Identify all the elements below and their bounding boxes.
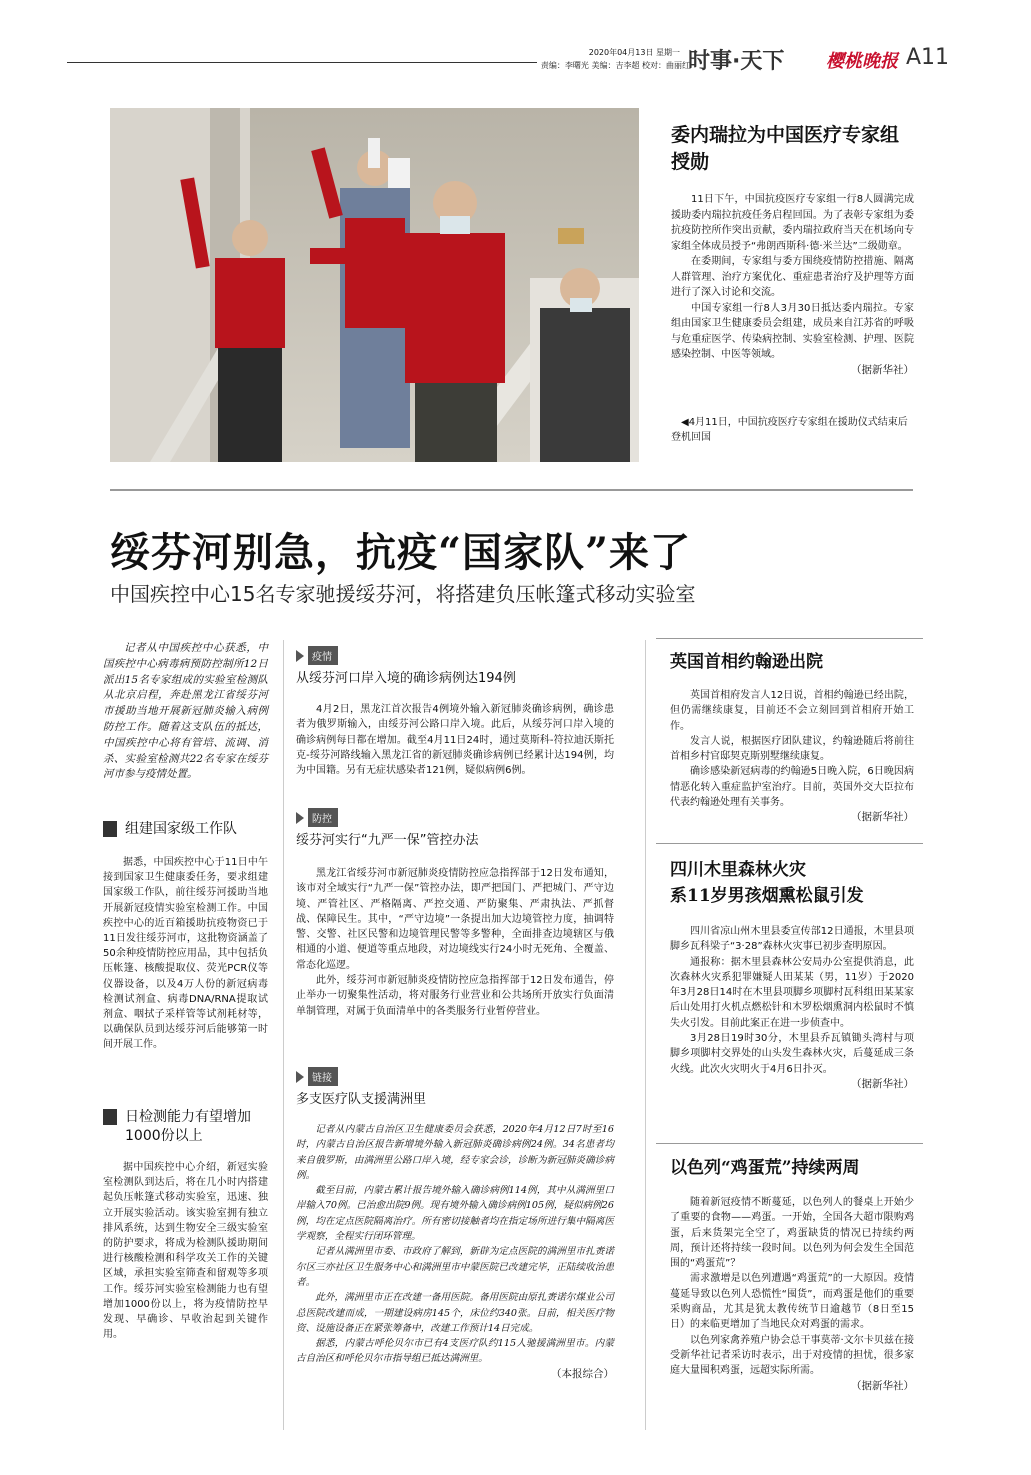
section-heading-1 [103, 820, 268, 839]
israel-title: 以色列“鸡蛋荒”持续两周 [670, 1158, 860, 1178]
main-headline: 绥芬河别急，抗疫“国家队”来了 [110, 529, 692, 576]
venezuela-source: （据新华社） [851, 363, 914, 376]
header-editors: 责编：李曙光 美编：吉李超 校对：曲丽红 [540, 61, 690, 70]
uk-p2: 发言人说，根据医疗团队建议，约翰逊随后将前往首相乡村官邸契克斯别墅继续康复。 [670, 735, 914, 763]
tag-link [296, 1067, 338, 1086]
column-separator [283, 640, 284, 1430]
col3-rule-2 [656, 843, 923, 844]
fire-title-line2: 系11岁男孩烟熏松鼠引发 [670, 886, 864, 906]
fire-body [670, 924, 914, 1092]
israel-source: （据新华社） [851, 1379, 914, 1392]
israel-p1: 随着新冠疫情不断蔓延，以色列人的餐桌上开始少了重要的食物——鸡蛋。一开始，全国各大超市限购鸡蛋，后来货架完全空了，鸡蛋缺货的情况已持续约两周，预计还将持续一段时间。以色列为何会发生全国范围的“鸡蛋荒”？ [670, 1197, 914, 1270]
block3-body [296, 1122, 614, 1382]
main-subheadline: 中国疾控中心15名专家驰援绥芬河，将搭建负压帐篷式移动实验室 [110, 582, 696, 606]
israel-p3: 以色列家禽养殖户协会总干事莫蒂·文尔卡贝兹在接受新华社记者采访时表示，出于对疫情的担忧，很多家庭大量囤积鸡蛋，远超实际所需。 [670, 1334, 914, 1377]
fire-p2: 通报称：据木里县森林公安局办公室提供消息，此次森林火灾系犯罪嫌疑人田某某（男，11岁）于2020年3月28日14时在木里县项脚乡项脚村瓦科组田某某家后山处用打火机点燃松针和木罗松烟熏洞内松鼠时不慎失火引发。目前此案正在进一步侦查中。 [670, 956, 914, 1029]
fire-p3: 3月28日19时30分，木里县乔瓦镇锄头湾村与项脚乡项脚村交界处的山头发生森林火灾，后蔓延成三条火线。此次火灾明火于4月6日扑灭。 [670, 1033, 914, 1075]
tag-arrow-icon [296, 1071, 304, 1083]
brand-logo: 樱桃晚报 [826, 51, 898, 72]
tag-epidemic [296, 646, 338, 665]
uk-body [670, 688, 914, 825]
tag-control [296, 808, 338, 827]
israel-p2: 需求激增是以色列遭遇“鸡蛋荒”的一大原因。疫情蔓延导致以色列人恐慌性“囤货”，而鸡蛋是他们的重要采购商品，尤其是犹太教传统节日逾越节（8日至15日）的来临更增加了当地民众对鸡蛋的需求。 [670, 1273, 914, 1331]
block2-body [296, 866, 614, 1019]
section-marker [103, 1109, 117, 1125]
block2-p1: 黑龙江省绥芬河市新冠肺炎疫情防控应急指挥部于12日发布通知，该市对全域实行“九严一保”管控办法，即严把国门、严把城门、严守边境、严管社区、严格隔离、严控交通、严防聚集、严肃执法、严抓督战、保障民生。其中，“严守边境”一条提出加大边境管控力度，抽调特警、交警、社区民警和边境管理民警等多警种，全面排查边境辖区与俄相通的小道、便道等重点地段，对边境线实行24小时无死角、全覆盖、常态化巡逻。 [296, 868, 614, 971]
venezuela-p3: 中国专家组一行8人3月30日抵达委内瑞拉。专家组由国家卫生健康委员会组建，成员来自江苏省的呼吸与危重症医学、传染病控制、实验室检测、护理、医院感染控制、中医等领域。 [671, 302, 914, 360]
section-name: 时事·天下 [688, 49, 785, 74]
section-heading-2-text: 日检测能力有望增加1000份以上 [125, 1109, 251, 1144]
col3-rule-3 [656, 1143, 923, 1144]
venezuela-body [671, 192, 914, 378]
block3-p4: 此外，满洲里市正在改建一备用医院。备用医院由原扎赉诺尔煤业公司总医院改建而成，一期建设病房145个，床位约340张。目前，相关医疗物资、设施设备正在紧张筹备中，改建工作预计14日完成。 [296, 1292, 614, 1334]
uk-p3: 确诊感染新冠病毒的约翰逊5日晚入院，6日晚因病情恶化转入重症监护室治疗。目前，英国外交大臣拉布代表约翰逊处理有关事务。 [670, 766, 914, 809]
tag-label: 疫情 [308, 646, 338, 665]
block1-title: 从绥芬河口岸入境的确诊病例达194例 [296, 671, 516, 686]
venezuela-p2: 在委期间，专家组与委方围绕疫情防控措施、隔离人群管理、治疗方案优化、重症患者治疗及护理等方面进行了深入讨论和交流。 [671, 256, 914, 298]
uk-p1: 英国首相府发言人12日说，首相约翰逊已经出院，但仍需继续康复，目前还不会立刻回到首相府开始工作。 [670, 690, 914, 732]
block3-p5: 据悉，内蒙古呼伦贝尔市已有4支医疗队约115人驰援满洲里市。内蒙古自治区和呼伦贝尔市指导组已抵达满洲里。 [296, 1338, 614, 1365]
block3-p1: 记者从内蒙古自治区卫生健康委员会获悉，2020年4月12日7时至16时，内蒙古自治区报告新增境外输入新冠肺炎确诊病例24例。34名患者均来自俄罗斯，由满洲里公路口岸入境，经专家会诊，诊断为新冠肺炎确诊病例。 [296, 1124, 614, 1181]
section-1-body: 据悉，中国疾控中心于11日中午接到国家卫生健康委任务，要求组建国家级工作队，前往绥芬河援助当地开展新冠疫情实验室检测工作。中国疾控中心的近百箱援助抗疫物资已于11日发往绥芬河市，这批物资涵盖了50余种疫情防控应用品，其中包括负压帐篷、核酸提取仪、荧光PCR仪等仪器设备，以及4万人份的新冠病毒检测试剂盒、病毒DNA/RNA提取试剂盒、咽拭子采样管等试剂耗材等，以确保队员到达绥芬河后能够第一时间开展工作。 [103, 857, 268, 1051]
tag-arrow-icon [296, 812, 304, 824]
tag-label: 防控 [308, 808, 338, 827]
news-photo [110, 108, 639, 462]
venezuela-p1: 11日下午，中国抗疫医疗专家组一行8人圆满完成援助委内瑞拉抗疫任务启程回国。为了表彰专家组为委抗疫防控所作突出贡献，委内瑞拉政府当天在机场向专家组全体成员授予“弗朗西斯科·德·米兰达”二级勋章。 [671, 194, 914, 252]
block3-p3: 记者从满洲里市委、市政府了解到，新辟为定点医院的满洲里市扎赉诺尔区三亦社区卫生服务中心和满洲里市中蒙医院已改建完毕，正陆续收治患者。 [296, 1246, 614, 1288]
photo-illustration [110, 108, 639, 462]
section-heading-1-text: 组建国家级工作队 [125, 821, 237, 837]
block3-source: （本报综合） [551, 1367, 614, 1380]
fire-source: （据新华社） [851, 1077, 914, 1090]
section-2-body: 据中国疾控中心介绍，新冠实验室检测队到达后，将在几小时内搭建起负压帐篷式移动实验室，迅速、独立开展实验活动。该实验室拥有独立排风系统，达到生物安全三级实验室的防护要求，将成为检测队援助期间进行核酸检测和科学攻关工作的关键区域，承担实验室筛查和留观等多项工作。绥芬河实验室检测能力也有望增加1000份以上，将为疫情防控早发现、早确诊、早收治起到关键作用。 [103, 1162, 268, 1341]
column-separator [645, 640, 646, 1430]
fire-title-line1: 四川木里森林火灾 [670, 860, 806, 880]
section-divider [110, 489, 913, 491]
block3-p2: 截至目前，内蒙古累计报告境外输入确诊病例114例，其中从满洲里口岸输入70例。已治愈出院9例。现有境外输入确诊病例105例，疑似病例26例，均在定点医院隔离治疗。所有密切接触者均在指定场所进行集中隔离医学观察，全程实行闭环管理。 [296, 1185, 614, 1243]
venezuela-title: 委内瑞拉为中国医疗专家组授勋 [671, 124, 900, 173]
header-rule [67, 62, 537, 63]
israel-body [670, 1195, 914, 1394]
section-heading-2 [103, 1108, 268, 1146]
block2-p2: 此外，绥芬河市新冠肺炎疫情防控应急指挥部于12日发布通告，停止举办一切聚集性活动，将对服务行业营业和公共场所开放实行负面清单制管理，对属于负面清单中的各类服务行业暂停营业。 [296, 975, 614, 1017]
fire-p1: 四川省凉山州木里县委宣传部12日通报，木里县项脚乡瓦科梁子“3·28”森林火灾事已初步查明原因。 [670, 926, 914, 953]
lead-paragraph: 记者从中国疾控中心获悉，中国疾控中心病毒病预防控制所12日派出15名专家组成的实验室检测队从北京启程，奔赴黑龙江省绥芬河市援助当地开展新冠肺炎输入病例防控工作。随着这支队伍的抵达，中国疾控中心将有管培、流调、消杀、实验室检测共22名专家在绥芬河市参与疫情处置。 [103, 642, 268, 781]
block2-title: 绥芬河实行“九严一保”管控办法 [296, 833, 479, 848]
block1-body: 4月2日，黑龙江首次报告4例境外输入新冠肺炎确诊病例，确诊患者为俄罗斯输入，由绥芬河公路口岸入境。此后，从绥芬河口岸入境的确诊病例每日都在增加。截至4月11日24时，通过莫斯科-符拉迪沃斯托克-绥芬河路线输入黑龙江省的新冠肺炎确诊病例已经累计达194例，均为中国籍。另有无症状感染者121例，疑似病例6例。 [296, 704, 614, 777]
uk-source: （据新华社） [851, 811, 914, 824]
tag-arrow-icon [296, 650, 304, 662]
page-number: A11 [906, 45, 950, 70]
uk-title: 英国首相约翰逊出院 [670, 652, 823, 672]
col3-top-rule [656, 638, 923, 639]
tag-label: 链接 [308, 1067, 338, 1086]
section-marker [103, 821, 117, 837]
photo-caption: ◀4月11日，中国抗疫医疗专家组在援助仪式结束后登机回国 [671, 417, 908, 443]
block3-title: 多支医疗队支援满洲里 [296, 1092, 427, 1107]
header-date: 2020年04月13日 星期一 [588, 48, 680, 57]
